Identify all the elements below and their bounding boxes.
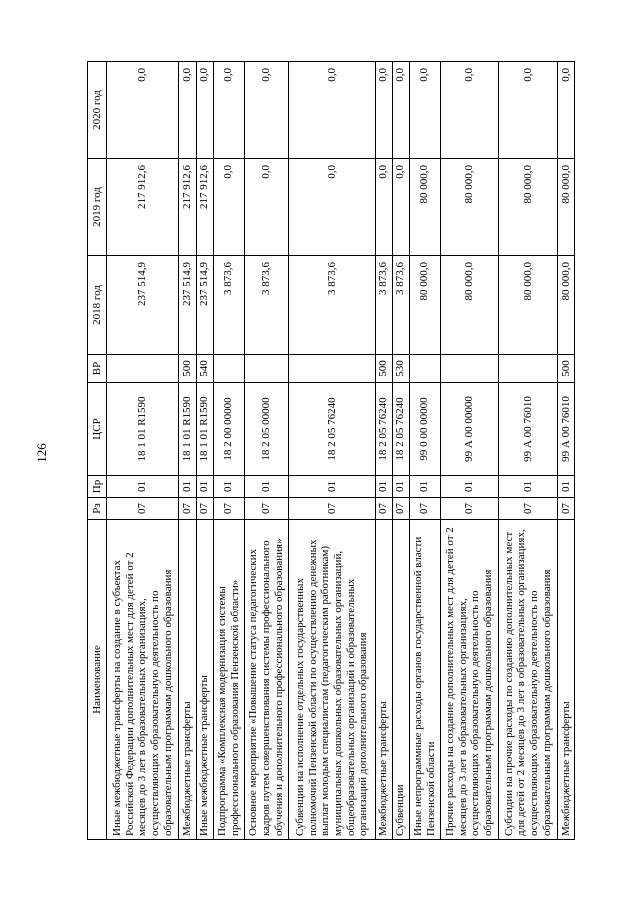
row-rz: 07 (179, 498, 196, 520)
row-2019: 0,0 (375, 159, 392, 256)
row-csr: 18 1 01 R1590 (107, 383, 179, 476)
row-2019: 0,0 (244, 159, 289, 256)
table-row (179, 62, 196, 840)
row-vr (244, 355, 289, 383)
table-row (196, 62, 213, 840)
row-2020: 0,0 (392, 62, 409, 159)
row-vr (499, 355, 558, 383)
row-2018: 3 873,6 (392, 256, 409, 355)
row-name: Субвенции на исполнение отдельных государственных полномочий Пензенской области по осуществлению денежных выплат молодым специалистам (педагогическим работникам) муниципальных дошкольных образовательных организаций, общеобразовательных организаций и образовательных организаций дополнительного образования (289, 520, 375, 840)
row-csr: 18 2 00 00000 (213, 383, 244, 476)
row-rz: 07 (557, 498, 574, 520)
page-number-text: 126 (34, 442, 49, 463)
row-csr: 99 А 00 76010 (499, 383, 558, 476)
row-2019: 0,0 (213, 159, 244, 256)
row-name: Иные межбюджетные трансферты (196, 520, 213, 840)
row-2020: 0,0 (179, 62, 196, 159)
row-2020: 0,0 (107, 62, 179, 159)
row-vr (107, 355, 179, 383)
header-csr: ЦСР (88, 383, 107, 476)
row-rz: 07 (213, 498, 244, 520)
row-vr: 540 (196, 355, 213, 383)
row-vr (409, 355, 440, 383)
table-row (244, 62, 289, 840)
row-2020: 0,0 (375, 62, 392, 159)
row-2018: 3 873,6 (213, 256, 244, 355)
row-rz: 07 (244, 498, 289, 520)
row-2020: 0,0 (499, 62, 558, 159)
row-pr: 01 (213, 476, 244, 498)
row-csr: 99 А 00 76010 (557, 383, 574, 476)
row-pr: 01 (107, 476, 179, 498)
row-name: Межбюджетные трансферты (557, 520, 574, 840)
row-name: Субвенции (392, 520, 409, 840)
row-2019: 0,0 (289, 159, 375, 256)
row-rz: 07 (392, 498, 409, 520)
row-2018: 80 000,0 (499, 256, 558, 355)
header-name: Наименование (88, 520, 107, 840)
table-row (213, 62, 244, 840)
row-2018: 237 514,9 (179, 256, 196, 355)
row-2020: 0,0 (440, 62, 499, 159)
row-name: Подпрограмма «Комплексная модернизация системы профессионального образования Пензенской области» (213, 520, 244, 840)
table-header-row (88, 62, 107, 840)
budget-table-container (87, 62, 575, 840)
row-2020: 0,0 (289, 62, 375, 159)
row-csr: 18 2 05 76240 (375, 383, 392, 476)
row-vr: 500 (179, 355, 196, 383)
row-pr: 01 (557, 476, 574, 498)
row-csr: 99 0 00 00000 (409, 383, 440, 476)
row-2020: 0,0 (557, 62, 574, 159)
row-name: Иные непрограммные расходы органов государственной власти Пензенской области (409, 520, 440, 840)
row-2020: 0,0 (213, 62, 244, 159)
row-2019: 80 000,0 (557, 159, 574, 256)
row-vr (213, 355, 244, 383)
row-pr: 01 (244, 476, 289, 498)
table-row (440, 62, 499, 840)
row-vr: 500 (557, 355, 574, 383)
header-pr: Пр (88, 476, 107, 498)
row-csr: 18 2 05 76240 (289, 383, 375, 476)
row-2020: 0,0 (244, 62, 289, 159)
row-name: Основное мероприятие «Повышение статуса педагогических кадров путем совершенствования системы профессионального обучения и дополнительного профессионального образования» (244, 520, 289, 840)
row-rz: 07 (107, 498, 179, 520)
row-rz: 07 (196, 498, 213, 520)
row-2019: 80 000,0 (440, 159, 499, 256)
row-rz: 07 (499, 498, 558, 520)
table-row (392, 62, 409, 840)
row-2019: 80 000,0 (409, 159, 440, 256)
row-name: Межбюджетные трансферты (179, 520, 196, 840)
row-csr: 18 2 05 00000 (244, 383, 289, 476)
row-2018: 80 000,0 (409, 256, 440, 355)
row-csr: 99 А 00 00000 (440, 383, 499, 476)
row-name: Иные межбюджетные трансферты на создание в субъектах Российской Федерации дополнительных мест для детей от 2 месяцев до 3 лет в образовательных организациях, осуществляющих образовательную деятельность по образовательным программам дошкольного образования (107, 520, 179, 840)
row-2019: 80 000,0 (499, 159, 558, 256)
row-pr: 01 (375, 476, 392, 498)
row-2018: 3 873,6 (289, 256, 375, 355)
budget-table (87, 61, 575, 840)
table-row (499, 62, 558, 840)
row-pr: 01 (440, 476, 499, 498)
row-2018: 80 000,0 (440, 256, 499, 355)
row-2018: 3 873,6 (244, 256, 289, 355)
row-2019: 0,0 (392, 159, 409, 256)
row-vr: 500 (375, 355, 392, 383)
page-number (12, 0, 72, 905)
row-csr: 18 1 01 R1590 (179, 383, 196, 476)
row-rz: 07 (440, 498, 499, 520)
row-csr: 18 1 01 R1590 (196, 383, 213, 476)
header-2018: 2018 год (88, 256, 107, 355)
row-rz: 07 (409, 498, 440, 520)
row-2018: 237 514,9 (196, 256, 213, 355)
row-pr: 01 (196, 476, 213, 498)
row-2020: 0,0 (196, 62, 213, 159)
row-2019: 217 912,6 (179, 159, 196, 256)
row-rz: 07 (375, 498, 392, 520)
header-2019: 2019 год (88, 159, 107, 256)
row-2018: 80 000,0 (557, 256, 574, 355)
row-pr: 01 (179, 476, 196, 498)
table-row (289, 62, 375, 840)
row-pr: 01 (499, 476, 558, 498)
row-vr (289, 355, 375, 383)
row-name: Прочие расходы на создание дополнительных мест для детей от 2 месяцев до 3 лет в образовательных организациях, осуществляющих образовательную деятельность по образовательным программам дошкольного образования (440, 520, 499, 840)
table-row (409, 62, 440, 840)
row-csr: 18 2 05 76240 (392, 383, 409, 476)
row-vr: 530 (392, 355, 409, 383)
rotated-table-wrapper (87, 62, 575, 840)
row-2019: 217 912,6 (107, 159, 179, 256)
table-row (107, 62, 179, 840)
table-row (375, 62, 392, 840)
header-rz: Рз (88, 498, 107, 520)
header-2020: 2020 год (88, 62, 107, 159)
row-2019: 217 912,6 (196, 159, 213, 256)
row-name: Субсидии на прочие расходы по созданию дополнительных мест для детей от 2 месяцев до 3 лет в образовательных организациях, осуществляющих образовательную деятельность по образовательным программам дошкольного образования (499, 520, 558, 840)
row-rz: 07 (289, 498, 375, 520)
row-name: Межбюджетные трансферты (375, 520, 392, 840)
row-pr: 01 (409, 476, 440, 498)
row-pr: 01 (289, 476, 375, 498)
row-2018: 3 873,6 (375, 256, 392, 355)
row-2018: 237 514,9 (107, 256, 179, 355)
table-row (557, 62, 574, 840)
row-vr (440, 355, 499, 383)
header-vr: ВР (88, 355, 107, 383)
row-pr: 01 (392, 476, 409, 498)
row-2020: 0,0 (409, 62, 440, 159)
